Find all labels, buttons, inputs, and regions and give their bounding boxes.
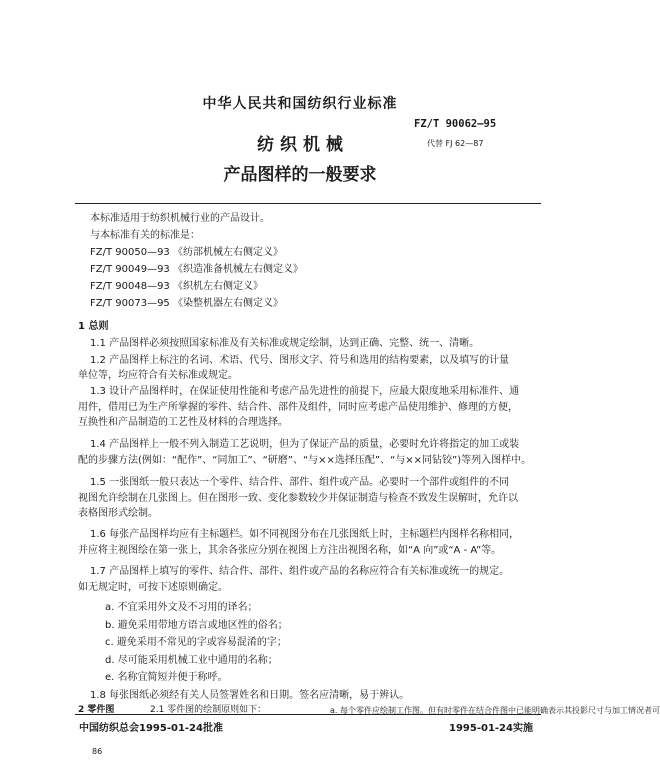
- clause-1-4-cont: 配的步骤方法(例如：“配作”、“同加工”、“研磨”、“与××选择压配”、“与××同钻铰”)等列入图样中。: [78, 455, 532, 466]
- ref-item: FZ/T 90048—93 《织机左右侧定义》: [90, 281, 263, 292]
- clause-1-6: 1.6 每张产品图样均应有主标题栏。如不同视图分布在几张图纸上时，主标题栏内图样名称相同，: [90, 529, 520, 540]
- clause-1-2-cont: 单位等，均应符合有关标准或规定。: [78, 370, 238, 381]
- ref-item: FZ/T 90049—93 《织造准备机械左右侧定义》: [90, 264, 303, 275]
- clause-1-3: 1.3 设计产品图样时，在保证使用性能和考虑产品先进性的前提下，应最大限度地采用标准件、通: [90, 386, 520, 397]
- replaced-standard: 代替 FJ 62—87: [427, 139, 484, 148]
- rule-item: b. 避免采用带地方语言或地区性的俗名；: [105, 620, 288, 631]
- rule-item: e. 名称宜简短并便于称呼。: [105, 672, 228, 683]
- standard-code: FZ/T 90062—95: [414, 118, 497, 130]
- section-2-heading: 2 零件图: [78, 705, 115, 715]
- header-divider: [75, 203, 541, 204]
- clause-1-1: 1.1 产品图样必须按照国家标准及有关标准或规定绘制，达到正确、完整、统一、清晰。: [90, 338, 480, 349]
- document-subtitle: 产品图样的一般要求: [223, 165, 377, 185]
- document-title: 纺 织 机 械: [257, 135, 343, 155]
- clause-1-5-cont: 视图允许绘制在几张图上。但在图形一致、变化参数较少并保证制造与检查不致发生误解时，允许以: [78, 493, 518, 504]
- clause-1-7: 1.7 产品图样上填写的零件、结合件、部件、组件或产品的名称应符合有关标准或统一的规定。: [90, 566, 510, 577]
- clause-2-1: 2.1 零件图的绘制原则如下：: [150, 705, 267, 715]
- clause-1-8: 1.8 每张图纸必须经有关人员签署姓名和日期。签名应清晰，易于辨认。: [90, 690, 410, 701]
- page-number: 86: [92, 747, 103, 756]
- clause-1-3-cont: 互换性和产品制造的工艺性及材料的合理选择。: [78, 417, 288, 428]
- ref-item: FZ/T 90050—93 《纺部机械左右侧定义》: [90, 247, 283, 258]
- clause-1-5-cont: 表格图形式绘制。: [78, 508, 158, 519]
- rule-item: a. 不宜采用外文及不习用的译名；: [105, 602, 258, 613]
- rule-item: d. 尽可能采用机械工业中通用的名称；: [105, 655, 278, 666]
- clause-1-6-cont: 并应将主视图绘在第一张上，其余各张应分别在视图上方注出视图名称，如“A 向”或“A - A”等。: [78, 545, 502, 556]
- section-1-heading: 1 总则: [78, 321, 109, 332]
- effective-date: 1995-01-24实施: [449, 723, 533, 734]
- rule-item: c. 避免采用不常见的字或容易混淆的字；: [105, 637, 287, 648]
- clause-2-1-a: a. 每个零件应绘制工作图。但有时零件在结合件图中已能明确表示其投影尺寸与加工情况者可: [330, 706, 660, 715]
- intro-related: 与本标准有关的标准是：: [90, 230, 200, 241]
- issuing-organization: 中华人民共和国纺织行业标准: [202, 96, 398, 112]
- clause-1-3-cont: 用件，借用已为生产所掌握的零件、结合件、部件及组件，同时应考虑产品使用维护、修理的方便，: [78, 402, 518, 413]
- clause-1-4: 1.4 产品图样上一般不列入制造工艺说明，但为了保证产品的质量，必要时允许将指定的加工或装: [90, 439, 520, 450]
- approval-line: 中国纺织总会1995-01-24批准: [79, 723, 223, 734]
- ref-item: FZ/T 90073—95 《染整机器左右侧定义》: [90, 298, 283, 309]
- clause-1-7-cont: 如无规定时，可按下述原则确定。: [78, 582, 228, 593]
- intro-scope: 本标准适用于纺织机械行业的产品设计。: [90, 213, 270, 224]
- clause-1-5: 1.5 一张图纸一般只表达一个零件、结合件、部件、组件或产品。必要时一个部件或组件的不同: [90, 477, 510, 488]
- clause-1-2: 1.2 产品图样上标注的名词、术语、代号、图形文字、符号和选用的结构要素，以及填写的计量: [90, 355, 510, 366]
